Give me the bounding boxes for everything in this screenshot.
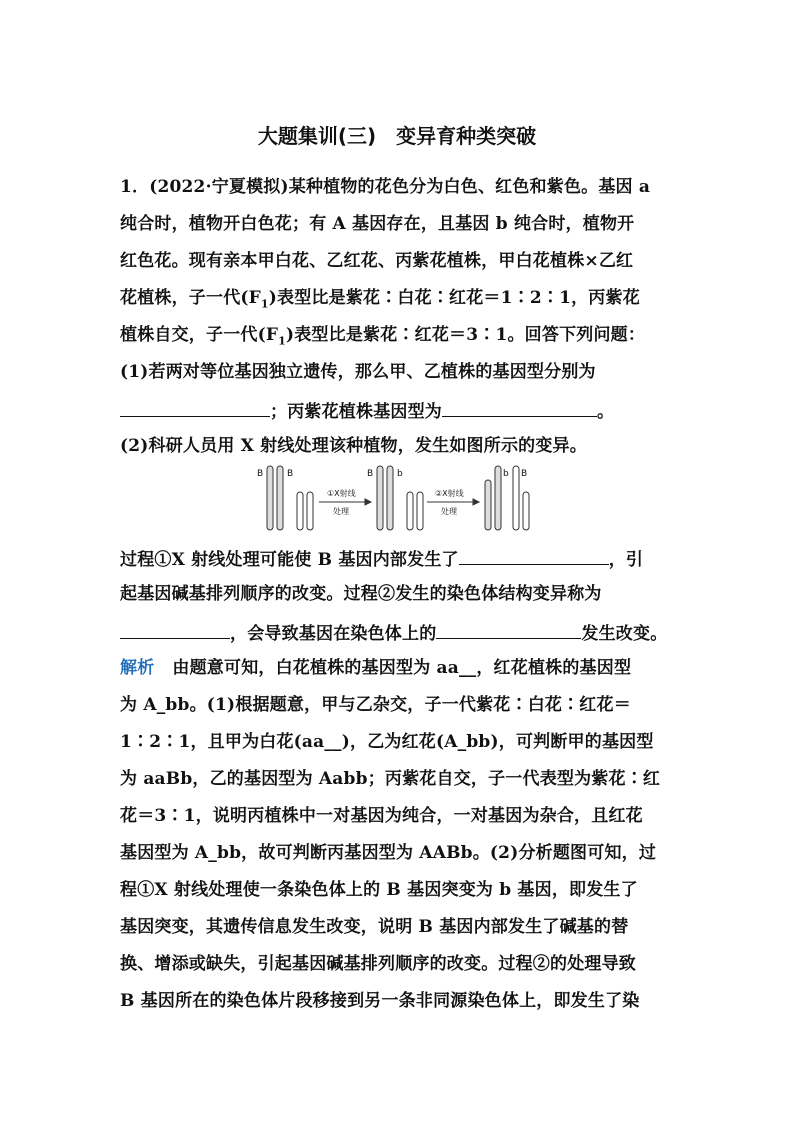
question-line: 1．(2022·宁夏模拟)某种植物的花色分为白色、红色和紫色。基因 a (120, 177, 651, 197)
text-span: )表型比是紫花∶红花＝3∶1。回答下列问题： (285, 325, 646, 345)
arrow-label: ②X射线 (435, 489, 464, 498)
text-span: 花植株，子一代(F (120, 288, 261, 308)
text-span: ，会导致基因在染色体上的 (230, 624, 437, 644)
question-line (120, 398, 680, 423)
gene-label: b (503, 469, 509, 479)
arrow-label: ①X射线 (327, 489, 356, 498)
question-line (120, 546, 680, 571)
text-span: )表型比是紫花∶白花∶红花＝1∶2∶1，丙紫花 (268, 288, 640, 308)
arrow-label: 处理 (441, 507, 457, 516)
question-line: (2)科研人员用 X 射线处理该种植物，发生如图所示的变异。 (120, 436, 587, 456)
subscript: 1 (278, 334, 286, 348)
text-span: 植株自交，子一代(F (120, 325, 279, 345)
analysis-line: 为 aaBb，乙的基因型为 Aabb；丙紫花自交，子一代表型为紫花∶红 (120, 769, 661, 789)
gene-label: b (397, 469, 403, 479)
analysis-line: 基因突变，其遗传信息发生改变，说明 B 基因内部发生了碱基的替 (120, 917, 629, 937)
gene-label: B (257, 469, 264, 479)
question-line (120, 620, 680, 645)
question-line: (1)若两对等位基因独立遗传，那么甲、乙植株的基因型分别为 (120, 362, 596, 382)
analysis-label: 解析 (120, 658, 155, 678)
question-line (120, 324, 680, 352)
analysis-line: 为 A_bb。(1)根据题意，甲与乙杂交，子一代紫花∶白花∶红花＝ (120, 695, 631, 715)
analysis-line (120, 657, 680, 679)
text-span: 。 (597, 402, 615, 422)
answer-blank[interactable] (459, 546, 609, 565)
analysis-line: 基因型为 A_bb，故可判断丙基因型为 AABb。(2)分析题图可知，过 (120, 843, 657, 863)
answer-blank[interactable] (120, 620, 230, 639)
text-span: ；丙紫花植株基因型为 (270, 402, 442, 422)
text-span: ，引 (608, 550, 644, 570)
text-span: 过程①X 射线处理可能使 B 基因内部发生了 (120, 550, 459, 570)
analysis-line: B 基因所在的染色体片段移接到另一条非同源染色体上，即发生了染 (120, 991, 640, 1011)
question-line (120, 287, 680, 315)
gene-label: B (287, 469, 294, 479)
text-span: 由题意可知，白花植株的基因型为 aa__，红花植株的基因型 (172, 658, 632, 678)
subscript: 1 (260, 297, 269, 311)
gene-label: B (521, 469, 528, 479)
answer-blank[interactable] (436, 620, 581, 639)
gene-label: B (367, 469, 374, 479)
analysis-line: 程①X 射线处理使一条染色体上的 B 基因突变为 b 基因，即发生了 (120, 880, 638, 900)
question-line: 起基因碱基排列顺序的改变。过程②发生的染色体结构变异称为 (120, 584, 602, 604)
question-line: 纯合时，植物开白色花；有 A 基因存在，且基因 b 纯合时，植物开 (120, 214, 635, 234)
page-title: 大题集训(三) 变异育种类突破 (257, 124, 537, 148)
arrow-label: 处理 (333, 507, 349, 516)
analysis-line: 1∶2∶1，且甲为白花(aa__)，乙为红花(A_bb)，可判断甲的基因型 (120, 732, 654, 752)
chromosome-figure (255, 462, 535, 534)
answer-blank[interactable] (442, 398, 597, 417)
analysis-line: 花＝3∶1，说明丙植株中一对基因为纯合，一对基因为杂合，且红花 (120, 806, 643, 826)
text-span: 发生改变。 (581, 624, 668, 644)
answer-blank[interactable] (120, 398, 270, 417)
question-line: 红色花。现有亲本甲白花、乙红花、丙紫花植株，甲白花植株×乙红 (120, 251, 634, 271)
analysis-line: 换、增添或缺失，引起基因碱基排列顺序的改变。过程②的处理导致 (120, 954, 636, 974)
